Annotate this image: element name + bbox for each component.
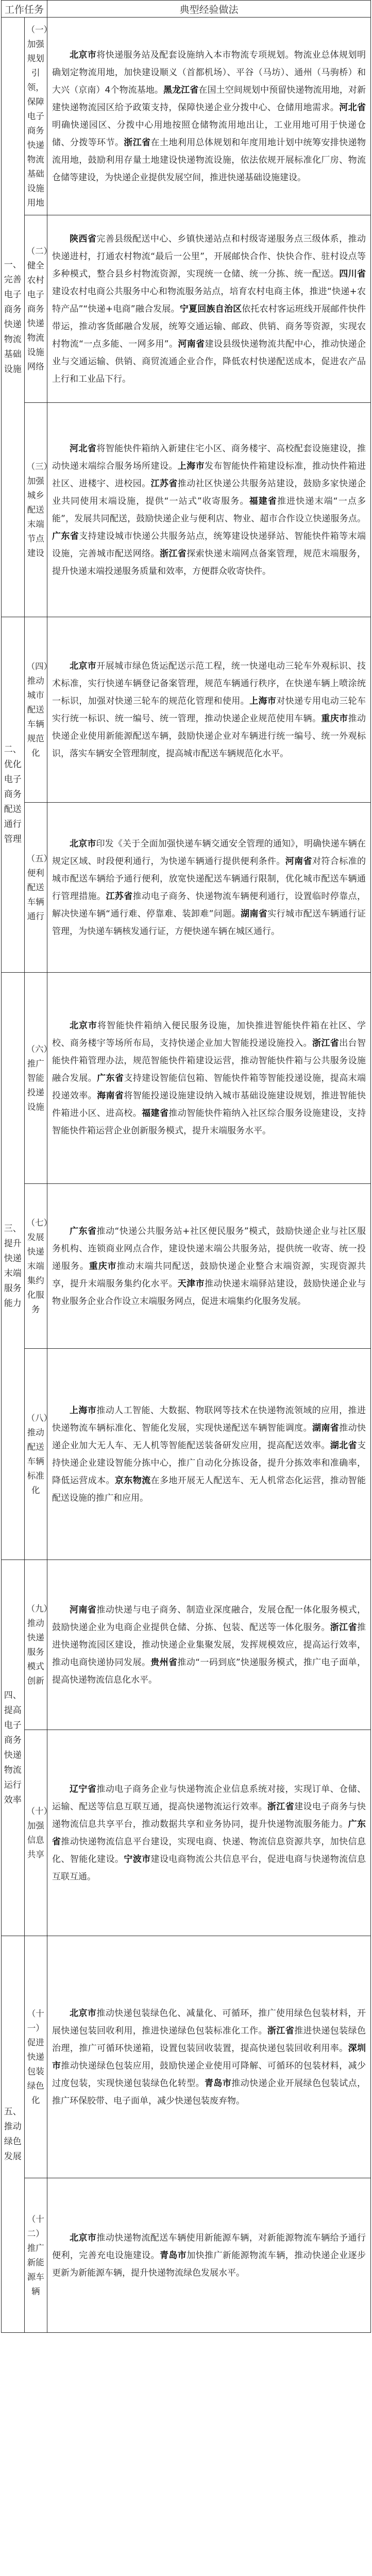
practice-text: 建设电商物流公共信息平台，促进电商与快递物流信息互联互通。 bbox=[52, 1854, 366, 1882]
practice-cell bbox=[47, 1349, 371, 1560]
region-name: 浙江省 bbox=[312, 1038, 340, 1048]
region-name: 福建省 bbox=[249, 496, 277, 506]
practice-text: 依托农村客运班线开展邮件快件带运，推动客货邮融合发展，统筹交通运输、邮政、供销、商务等资源，实现农村物流“一点多能、一网多用”。 bbox=[52, 303, 366, 349]
table-row bbox=[2, 973, 371, 1184]
practice-table bbox=[1, 0, 371, 2333]
table-row bbox=[2, 1184, 371, 1349]
practice-text: 加快推广新能源物流车辆，推动快递企业逐步更新为新能源车辆，提升快递物流绿色发展水平。 bbox=[52, 2250, 366, 2278]
region-name: 湖北省 bbox=[330, 1440, 358, 1451]
practice-cell bbox=[47, 1184, 371, 1349]
practice-cell bbox=[47, 973, 371, 1184]
practice-text: 将快递服务站及配套设施纳入本市物流专项规划。物流业总体规划明确划定物流用地，加快建设顺义（首都机场）、平谷（马坊）、通州（马驹桥）和大兴（京南）4个物流基地。 bbox=[52, 49, 366, 95]
region-name: 青岛市 bbox=[205, 2078, 232, 2089]
task-cell: 四、提高电子商务快递物流运行效率 bbox=[2, 1560, 25, 1936]
region-name: 浙江省 bbox=[267, 1801, 295, 1812]
region-name: 宁波市 bbox=[124, 1854, 151, 1865]
subtask-cell: （一）加强规划引领，保障电子商务快递物流基础设施用地 bbox=[24, 18, 47, 215]
practice-text: 推动快递企业加大无人车、无人机等智能配送装备研发应用，提高配送效率。 bbox=[52, 1422, 366, 1451]
practice-text: 支持建设智能信包箱、智能快件箱等智能投递设施，提高末端投递效率。 bbox=[52, 1073, 366, 1101]
region-name: 青岛市 bbox=[159, 2250, 187, 2261]
table-row bbox=[2, 215, 371, 403]
region-name: 贵州省 bbox=[150, 1657, 178, 1668]
practice-text: 建设县级快递物流共配中心，推动快递企业与交通运输、供销、商贸流通企业合作，降低农村快递配送成本，促进农产品上行和工业品下行。 bbox=[52, 338, 366, 384]
region-name: 上海市 bbox=[249, 696, 277, 706]
practice-text: 推动电子商务企业与快递物流企业信息系统对接，实现订单、仓储、运输、配送等信息互联互通，提高快递物流运行效率。 bbox=[52, 1784, 366, 1812]
practice-paragraph bbox=[52, 46, 366, 187]
practice-text: 将智能快件箱纳入便民服务设施，加快推进智能快件箱在社区、学校、商务楼宇等场所布局，支持快递企业加大智能投递设施投入。 bbox=[52, 1020, 366, 1048]
practice-text: 支持建设城市快递公共服务站点，统筹建设快递驿站、智能快件箱等末端设施，完善城市配送网络。 bbox=[52, 531, 366, 559]
practice-text: 推进快递物流园区建设，推动快递企业集聚发展，发挥规模效应，提高运行效率，推动电商快递协同发展。 bbox=[52, 1622, 366, 1668]
practice-text: 推动智能快件箱纳入社区综合服务设施建设，支持智能快件箱运营企业创新服务模式，提升末端服务水平。 bbox=[52, 1108, 366, 1136]
practice-text: 推进快递包装绿色治理，推广可循环快递箱，设置包装回收装置，提高快递包装回收利用率。 bbox=[52, 2025, 366, 2054]
region-name: 湖南省 bbox=[312, 1422, 340, 1433]
practice-text: 将智能快件箱纳入新建住宅小区、商务楼宇、高校配套设施建设，推动快递末端综合服务场所建设。 bbox=[52, 443, 366, 471]
practice-text: 在国土空间规划中预留快递物流用地，对新建快递物流园区给予政策支持，保障快递企业分拨中心、仓储用地需求。 bbox=[52, 84, 366, 113]
region-name: 深圳市 bbox=[52, 2043, 366, 2071]
region-name: 北京市 bbox=[70, 838, 96, 849]
practice-text: 推动快递绿色包装应用，鼓励快递企业使用可降解、可循环的包装材料，减少过度包装，实现快递包装绿色化转型。 bbox=[52, 2060, 366, 2089]
practice-text: 推动电子商务、快递物流车辆便利通行，设置临时停靠点，解决快递车辆“通行难、停靠难、装卸难”问题。 bbox=[52, 891, 366, 919]
subtask-cell: （三）加强城乡配送末端节点建设 bbox=[24, 403, 47, 617]
practice-paragraph bbox=[52, 440, 366, 580]
practice-text: 推动“一码到底”快递服务模式，推广电子面单，提高快递物流信息化水平。 bbox=[52, 1657, 366, 1685]
practice-cell bbox=[47, 1560, 371, 1730]
region-name: 广东省 bbox=[52, 1819, 366, 1847]
practice-paragraph bbox=[52, 230, 366, 388]
practice-cell bbox=[47, 215, 371, 403]
region-name: 河南省 bbox=[178, 338, 205, 349]
region-name: 江苏省 bbox=[106, 891, 133, 902]
subtask-cell: （七）发展快递末端集约化服务 bbox=[24, 1184, 47, 1349]
practice-text: 推动“快递公共服务站+社区便民服务”模式，鼓励快递企业与社区服务机构、连锁商业网点合作，建设快递末端公共服务站，提供统一收寄、统一投递服务。 bbox=[52, 1226, 366, 1272]
region-name: 上海市 bbox=[177, 461, 205, 471]
region-name: 重庆市 bbox=[89, 1261, 117, 1272]
practice-text: 推动末端共同配送，鼓励快递企业整合末端资源，实现资源共享，提升末端服务集约化水平。 bbox=[52, 1261, 366, 1289]
practice-cell bbox=[47, 18, 371, 215]
subtask-cell: （四）推动城市配送车辆规范化 bbox=[24, 617, 47, 803]
region-name: 湖南省 bbox=[241, 908, 268, 919]
region-name: 陕西省 bbox=[70, 233, 97, 244]
practice-cell bbox=[47, 803, 371, 973]
practice-text: 明确快递园区、分拨中心用地按照仓储物流用地出让，工业用地可用于快递仓储、分拨等环节。 bbox=[52, 120, 366, 148]
region-name: 江苏省 bbox=[150, 478, 178, 489]
region-name: 北京市 bbox=[70, 660, 97, 671]
practice-cell bbox=[47, 1730, 371, 1936]
region-name: 河北省 bbox=[70, 443, 97, 454]
practice-text: 推动快递物流配送车辆使用新能源车辆，对新能源物流车辆给予通行便利，完善充电设施建设。 bbox=[52, 2232, 366, 2261]
table-row bbox=[2, 803, 371, 973]
practice-paragraph bbox=[52, 2229, 366, 2282]
practice-text: 在多地开展无人配送车、无人机常态化运营，推动智能配送设施的推广和应用。 bbox=[52, 1475, 366, 1503]
subtask-cell: （二）健全农村电子商务快递物流设施网络 bbox=[24, 215, 47, 403]
region-name: 福建省 bbox=[142, 1108, 169, 1118]
header-practice: 典型经验做法 bbox=[47, 1, 371, 18]
task-cell: 一、完善电子商务快递物流基础设施 bbox=[2, 18, 25, 617]
region-name: 京东物流 bbox=[114, 1475, 151, 1486]
task-cell: 三、提升快递末端服务能力 bbox=[2, 973, 25, 1560]
task-cell: 五、推动绿色发展 bbox=[2, 1936, 25, 2333]
region-name: 北京市 bbox=[70, 49, 97, 60]
region-name: 宁夏回族自治区 bbox=[179, 303, 242, 314]
practice-text: 推进快递末端“一点多能”，发展共同配送，鼓励快递企业与便利店、物业、超市合作设立快递服务点。 bbox=[52, 496, 366, 524]
practice-cell bbox=[47, 617, 371, 803]
practice-paragraph bbox=[52, 2005, 366, 2110]
region-name: 海南省 bbox=[97, 1090, 124, 1101]
table-row bbox=[2, 2178, 371, 2333]
practice-cell bbox=[47, 2178, 371, 2333]
region-name: 浙江省 bbox=[267, 2025, 295, 2036]
practice-text: 在土地利用总体规划和年度用地计划中统筹安排快递物流用地，鼓励利用存量土地建设快递物流设施，依法依规开展标准化厂房、物流仓储等建设，为快递企业提供发展空间，推进快递基础设施建设。 bbox=[52, 137, 366, 183]
region-name: 河南省 bbox=[70, 1604, 97, 1615]
region-name: 北京市 bbox=[70, 2232, 97, 2243]
region-name: 广东省 bbox=[97, 1073, 124, 1083]
subtask-cell: （九）推动快递服务模式创新 bbox=[24, 1560, 47, 1730]
practice-paragraph bbox=[52, 1781, 366, 1886]
practice-text: 推动快递物流信息平台建设，实现电商、快递、物流信息资源共享，加快信息化、智能化建设。 bbox=[52, 1836, 366, 1865]
region-name: 重庆市 bbox=[321, 713, 348, 724]
practice-text: 完善县级配送中心、乡镇快递站点和村级寄递服务点三级体系，推动快递进村，打通农村物流“最后一公里”，开展邮快合作、快快合作、驻村设点等多种模式，整合县乡村物流资源，实现统一仓储、统一分拣、统一配送。 bbox=[52, 233, 366, 279]
subtask-cell: （五）便利配送车辆通行 bbox=[24, 803, 47, 973]
practice-text: 印发《关于全面加强快递车辆交通安全管理的通知》，明确快递车辆在规定区域、时段便利通行，为快递车辆通行提供便利条件。 bbox=[52, 838, 366, 867]
practice-text: 推动人工智能、大数据、物联网等技术在快递物流领域的应用，推进快递物流车辆标准化、智能化发展，实现快递配送车辆智能调度。 bbox=[52, 1405, 366, 1433]
subtask-cell: （十一）促进快递包装绿色化 bbox=[24, 1936, 47, 2178]
practice-text: 建设电子商务与快递物流信息共享平台，推动数据共享和业务协同，提升快递物流服务能力。 bbox=[52, 1801, 366, 1829]
table-row bbox=[2, 1560, 371, 1730]
practice-cell bbox=[47, 1936, 371, 2178]
region-name: 北京市 bbox=[70, 2008, 97, 2019]
table-row bbox=[2, 403, 371, 617]
region-name: 四川省 bbox=[339, 268, 366, 279]
practice-text: 开展城市绿色货运配送示范工程，统一快递电动三轮车外观标识、技术标准，实行快递车辆登记备案管理，规范车辆通行秩序，在快递车辆上喷涂统一标识，加强对快递三轮车的规范化管理和使用。 bbox=[52, 660, 366, 706]
practice-cell bbox=[47, 403, 371, 617]
table-row bbox=[2, 1349, 371, 1560]
region-name: 广东省 bbox=[52, 531, 79, 541]
region-name: 浙江省 bbox=[124, 137, 151, 148]
table-row bbox=[2, 1936, 371, 2178]
subtask-cell: （八）推动配送车辆标准化 bbox=[24, 1349, 47, 1560]
practice-text: 推动快递包装绿色化、减量化、可循环，推广使用绿色包装材料，开展快递包装回收利用，推进快递绿色包装标准化工作。 bbox=[52, 2008, 366, 2036]
practice-paragraph bbox=[52, 1601, 366, 1689]
table-header-row bbox=[2, 1, 371, 18]
region-name: 河南省 bbox=[285, 856, 312, 867]
region-name: 辽宁省 bbox=[70, 1784, 97, 1794]
practice-paragraph bbox=[52, 1402, 366, 1507]
region-name: 北京市 bbox=[70, 1020, 97, 1031]
practice-text: 推动快递末端驿站建设，鼓励快递企业与物业服务企业合作设立末端服务网点，促进末端集约化服务发展。 bbox=[52, 1278, 366, 1307]
practice-text: 发布智能快件箱建设标准，推动快件箱进社区、进楼宇、进校园。 bbox=[52, 461, 366, 489]
practice-text: 支持快递企业建设智能分拣中心，推广自动化分拣设备，提升分拣效率和准确率，降低运营成本。 bbox=[52, 1440, 366, 1486]
task-cell: 二、优化电子商务配送通行管理 bbox=[2, 617, 25, 973]
region-name: 天津市 bbox=[177, 1278, 205, 1289]
practice-text: 对快递专用电动三轮车实行统一标识、统一编号、统一管理，推动快递企业规范使用车辆。 bbox=[52, 696, 366, 724]
region-name: 黑龙江省 bbox=[163, 84, 199, 95]
table-row bbox=[2, 1730, 371, 1936]
practice-paragraph bbox=[52, 1223, 366, 1310]
practice-text: 推动社区快递公共服务站建设，鼓励多家快递企业共同使用末端设施，提供“一站式”收寄服务。 bbox=[52, 478, 366, 506]
practice-text: 推动快递企业使用新能源配送车辆，鼓励快递企业对车辆进行统一编号、统一外观标识，落实车辆安全管理制度，提高城市配送车辆规范化水平。 bbox=[52, 713, 366, 759]
subtask-cell: （六）推广智能投递设施 bbox=[24, 973, 47, 1184]
header-task: 工作任务 bbox=[2, 1, 47, 18]
practice-text: 推动快递企业开展绿色包装试点，推广环保胶带、电子面单，减少快递包装废弃物。 bbox=[52, 2078, 366, 2106]
practice-text: 对符合标准的城市配送车辆给予通行便利，放宽快递配送车辆通行限制，优化城市配送车辆通行管理措施。 bbox=[52, 856, 366, 902]
practice-paragraph bbox=[52, 657, 366, 762]
practice-text: 探索快递末端网点备案管理，规范末端服务，提升快递末端投递服务质量和效率，方便群众收寄快件。 bbox=[52, 548, 366, 577]
practice-text: 推动快递与电子商务、制造业深度融合，发展仓配一体化服务模式，鼓励快递企业为电商企业提供仓储、分拣、包装、配送等一体化服务。 bbox=[52, 1604, 366, 1633]
practice-text: 将智能投递设施建设纳入城市基础设施建设规划，推进智能快件箱进小区、进高校。 bbox=[52, 1090, 366, 1118]
subtask-cell: （十二）推广新能源车辆 bbox=[24, 2178, 47, 2333]
table-body bbox=[2, 18, 371, 2333]
subtask-cell: （十）加强信息共享 bbox=[24, 1730, 47, 1936]
practice-paragraph bbox=[52, 1017, 366, 1140]
practice-text: 出台智能快件箱管理办法，规范智能快件箱建设运营，推动智能快件箱与公共服务设施融合发展。 bbox=[52, 1038, 366, 1083]
region-name: 河北省 bbox=[339, 102, 366, 113]
table-row bbox=[2, 18, 371, 215]
region-name: 浙江省 bbox=[159, 548, 187, 559]
table-row bbox=[2, 617, 371, 803]
practice-text: 建设农村电商公共服务中心和物流服务站点，培育农村电商主体，推进“快递+农特产品”“快递+电商”融合发展。 bbox=[52, 286, 366, 314]
region-name: 上海市 bbox=[70, 1405, 97, 1416]
region-name: 广东省 bbox=[70, 1226, 97, 1236]
practice-paragraph bbox=[52, 835, 366, 940]
region-name: 浙江省 bbox=[330, 1622, 358, 1633]
practice-text: 实行城市配送车辆通行证管理，为快递车辆核发通行证，方便快递车辆在城区通行。 bbox=[52, 908, 366, 937]
